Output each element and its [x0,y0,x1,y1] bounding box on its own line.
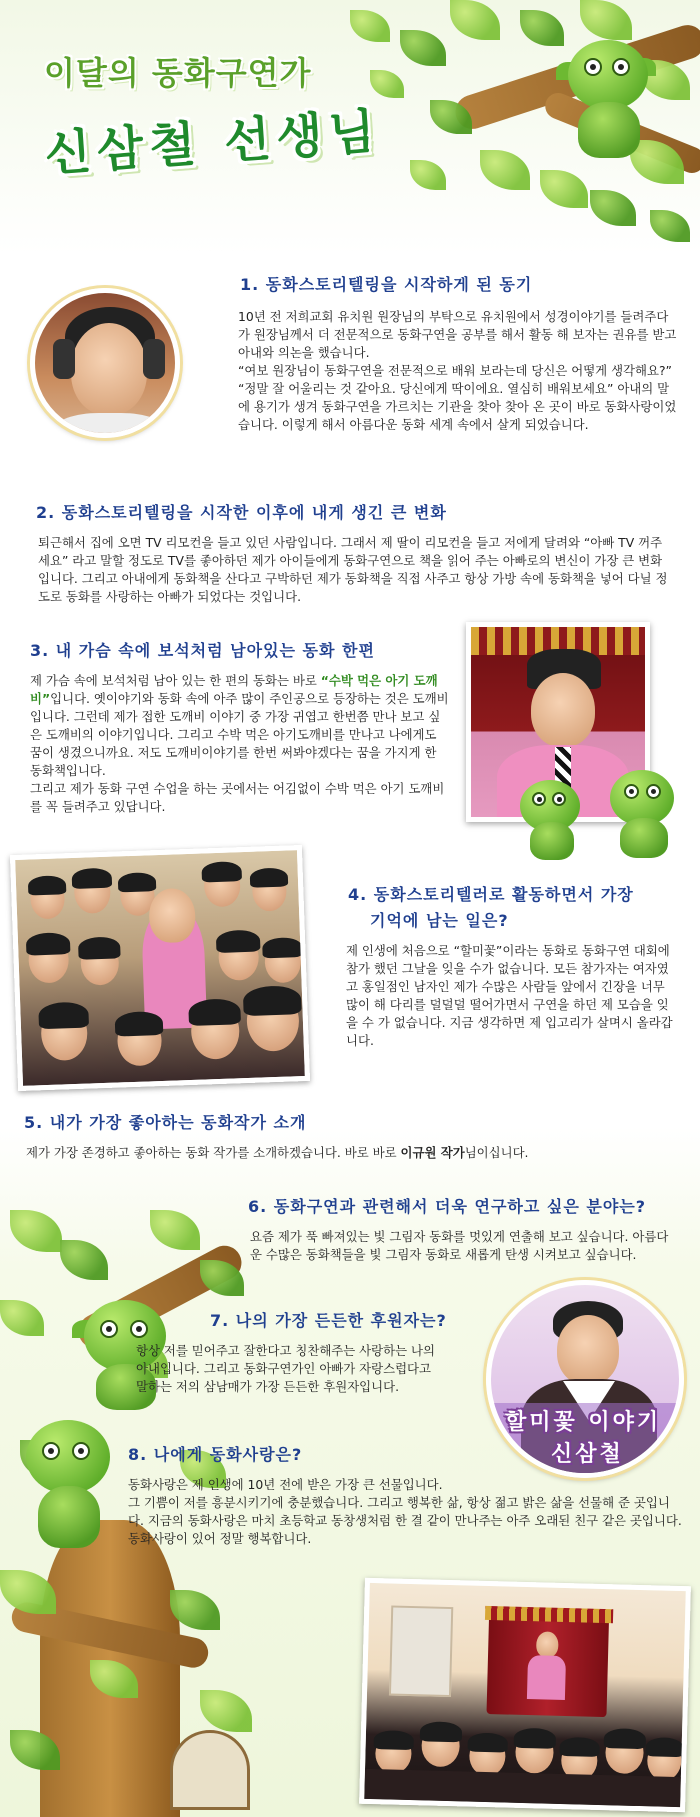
goblin-top-illustration [560,40,660,160]
section-heading-7: 7. 나의 가장 든든한 후원자는? [210,1311,447,1330]
section-1-paragraph-2: “여보 원장님이 동화구연을 전문적으로 배워 보라는데 당신은 어떻게 생각해요?” [238,363,672,378]
section-7-paragraph-1: 항상 저를 믿어주고 잘한다고 칭찬해주는 사랑하는 나의 아내입니다. 그리고 동화구연가인 아빠가 자랑스럽다고 말하는 저의 삼남매가 가장 든든한 후원자입니다. [136,1343,435,1394]
section-2-paragraph-1: 퇴근해서 집에 오면 TV 리모컨을 들고 있던 사람입니다. 그래서 제 딸이 리모컨을 들고 저에게 달려와 “아빠 TV 꺼주세요” 라고 말할 정도로 TV를 좋아하던 제가 아이들에게 동화구연으로 책을 읽어 주는 아빠로의 변신이 가장 큰 변화입니다. 그리고 아내에게 동화책을 산다고 구박하던 제가 동화책을 직접 사주고 항상 가방 속에 동화책을 넣어 다닐 정도로 동화를 사랑하는 아빠가 되었다는 것입니다. [38,535,668,604]
section-body-6 [250,1228,680,1264]
section-6-paragraph-1: 요즘 제가 푹 빠져있는 빛 그림자 동화를 멋있게 연출해 보고 싶습니다. 아름다운 수많은 동화책들을 빛 그림자 동화로 새롭게 탄생 시켜보고 싶습니다. [250,1229,669,1262]
hanbok-performer-photo [486,1280,684,1478]
section-8-paragraph-2: 그 기쁨이 저를 흥분시키기에 충분했습니다. 그리고 행복한 삶, 항상 젊고 밝은 삶을 선물해 준 곳입니다. 지금의 동화사랑은 마치 초등학교 동창생처럼 한 결 같이 만나주는 아주 오래된 친구 같은 곳입니다. 동화사랑이 있어 정말 행복합니다. [128,1495,682,1546]
section-body-4 [346,942,676,1050]
page-title-line1: 이달의 동화구연가 [44,54,312,92]
section-body-8 [128,1476,684,1548]
favorite-author-name: 이규원 작가 [400,1145,465,1160]
portrait-photo [30,288,180,438]
section-5-paragraph-1 [26,1144,676,1162]
section-5-text-a: 제가 가장 존경하고 좋아하는 동화 작가를 소개하겠습니다. 바로 바로 [26,1145,401,1160]
section-body-1 [238,308,678,434]
section-3-paragraph-1 [30,672,450,780]
section-8-paragraph-1: 동화사랑은 제 인생에 10년 전에 받은 가장 큰 선물입니다. [128,1477,443,1492]
section-heading-5: 5. 내가 가장 좋아하는 동화작가 소개 [24,1113,307,1132]
goblin-pair-illustration [520,770,690,860]
section-3-text-b: 입니다. 옛이야기와 동화 속에 아주 많이 주인공으로 등장하는 것은 도깨비입니다. 그런데 제가 접한 도깨비 이야기 중 가장 귀엽고 한번쯤 만나 보고 싶은 도깨비의 이야기입니다. 그리고 수박 먹은 아기도깨비를 만나고 나에게도 꿈이 생겼으니까요. 저도 도깨비이야기를 한번 써봐야겠다는 꿈을 가지게 한 동화책입니다. [30,691,449,778]
performance-stage-photo [359,1578,691,1812]
section-3-text-a: 제 가슴 속에 보석처럼 남아 있는 한 편의 동화는 바로 [30,673,321,688]
section-3-paragraph-2: 그리고 제가 동화 구연 수업을 하는 곳에서는 어김없이 수박 먹은 아기 도깨비를 꼭 들려주고 있답니다. [30,781,445,814]
section-1-paragraph-1: 10년 전 저희교회 유치원 원장님의 부탁으로 유치원에서 성경이야기를 들려주다가 원장님께서 더 전문적으로 동화구연을 공부를 해서 활동 해 보자는 권유를 받고 아내와 의논을 했습니다. [238,309,677,360]
children-group-photo [10,845,310,1091]
section-body-3 [30,672,450,816]
section-heading-6: 6. 동화구연과 관련해서 더욱 연구하고 싶은 분야는? [248,1197,647,1216]
photo-banner-line1: 할미꽃 이야기 [505,1410,662,1435]
highlighted-book-title: “수박 먹은 아기 도깨비” [30,673,438,706]
page-title-line2: 신삼철 선생님 [42,103,383,183]
section-heading-8: 8. 나에게 동화사랑은? [128,1445,303,1464]
section-heading-3: 3. 내 가슴 속에 보석처럼 남아있는 동화 한편 [30,641,375,660]
section-heading-4-line2: 기억에 남는 일은? [370,911,509,930]
section-heading-4-line1: 4. 동화스토리텔러로 활동하면서 가장 [348,885,634,904]
section-heading-4 [348,882,634,934]
section-4-paragraph-1: 제 인생에 처음으로 “할미꽃”이라는 동화로 동화구연 대회에 참가 했던 그날을 잊을 수가 없습니다. 모든 참가자는 여자였고 홍일점인 남자인 제가 수많은 사람들 앞에서 긴장을 너무 많이 해 다리를 덜덜덜 떨어가면서 구연을 하던 제 모습을 잊을 수 가 없습니다. 지금 생각하면 제 입고리가 살며시 올라갑니다. [346,943,673,1048]
section-heading-1: 1. 동화스토리텔링을 시작하게 된 동기 [240,275,533,294]
section-heading-2: 2. 동화스토리텔링을 시작한 이후에 내게 생긴 큰 변화 [36,503,447,522]
goblin-trunk-illustration [26,1420,126,1550]
section-body-7 [136,1342,446,1396]
section-1-paragraph-3: “정말 잘 어울리는 것 같아요. 당신에게 딱이에요. 열심히 배워보세요” 아내의 말에 용기가 생겨 동화구연을 가르치는 기관을 찾아 찾아 온 곳이 바로 동화사랑이었습니다. 이렇게 해서 아름다운 동화 세계 속에서 살게 되었습니다. [238,381,677,432]
photo-banner-line2: 신삼철 [551,1442,624,1467]
section-body-5 [26,1144,676,1162]
section-body-2 [38,534,672,606]
section-5-text-b: 님이십니다. [464,1145,529,1160]
